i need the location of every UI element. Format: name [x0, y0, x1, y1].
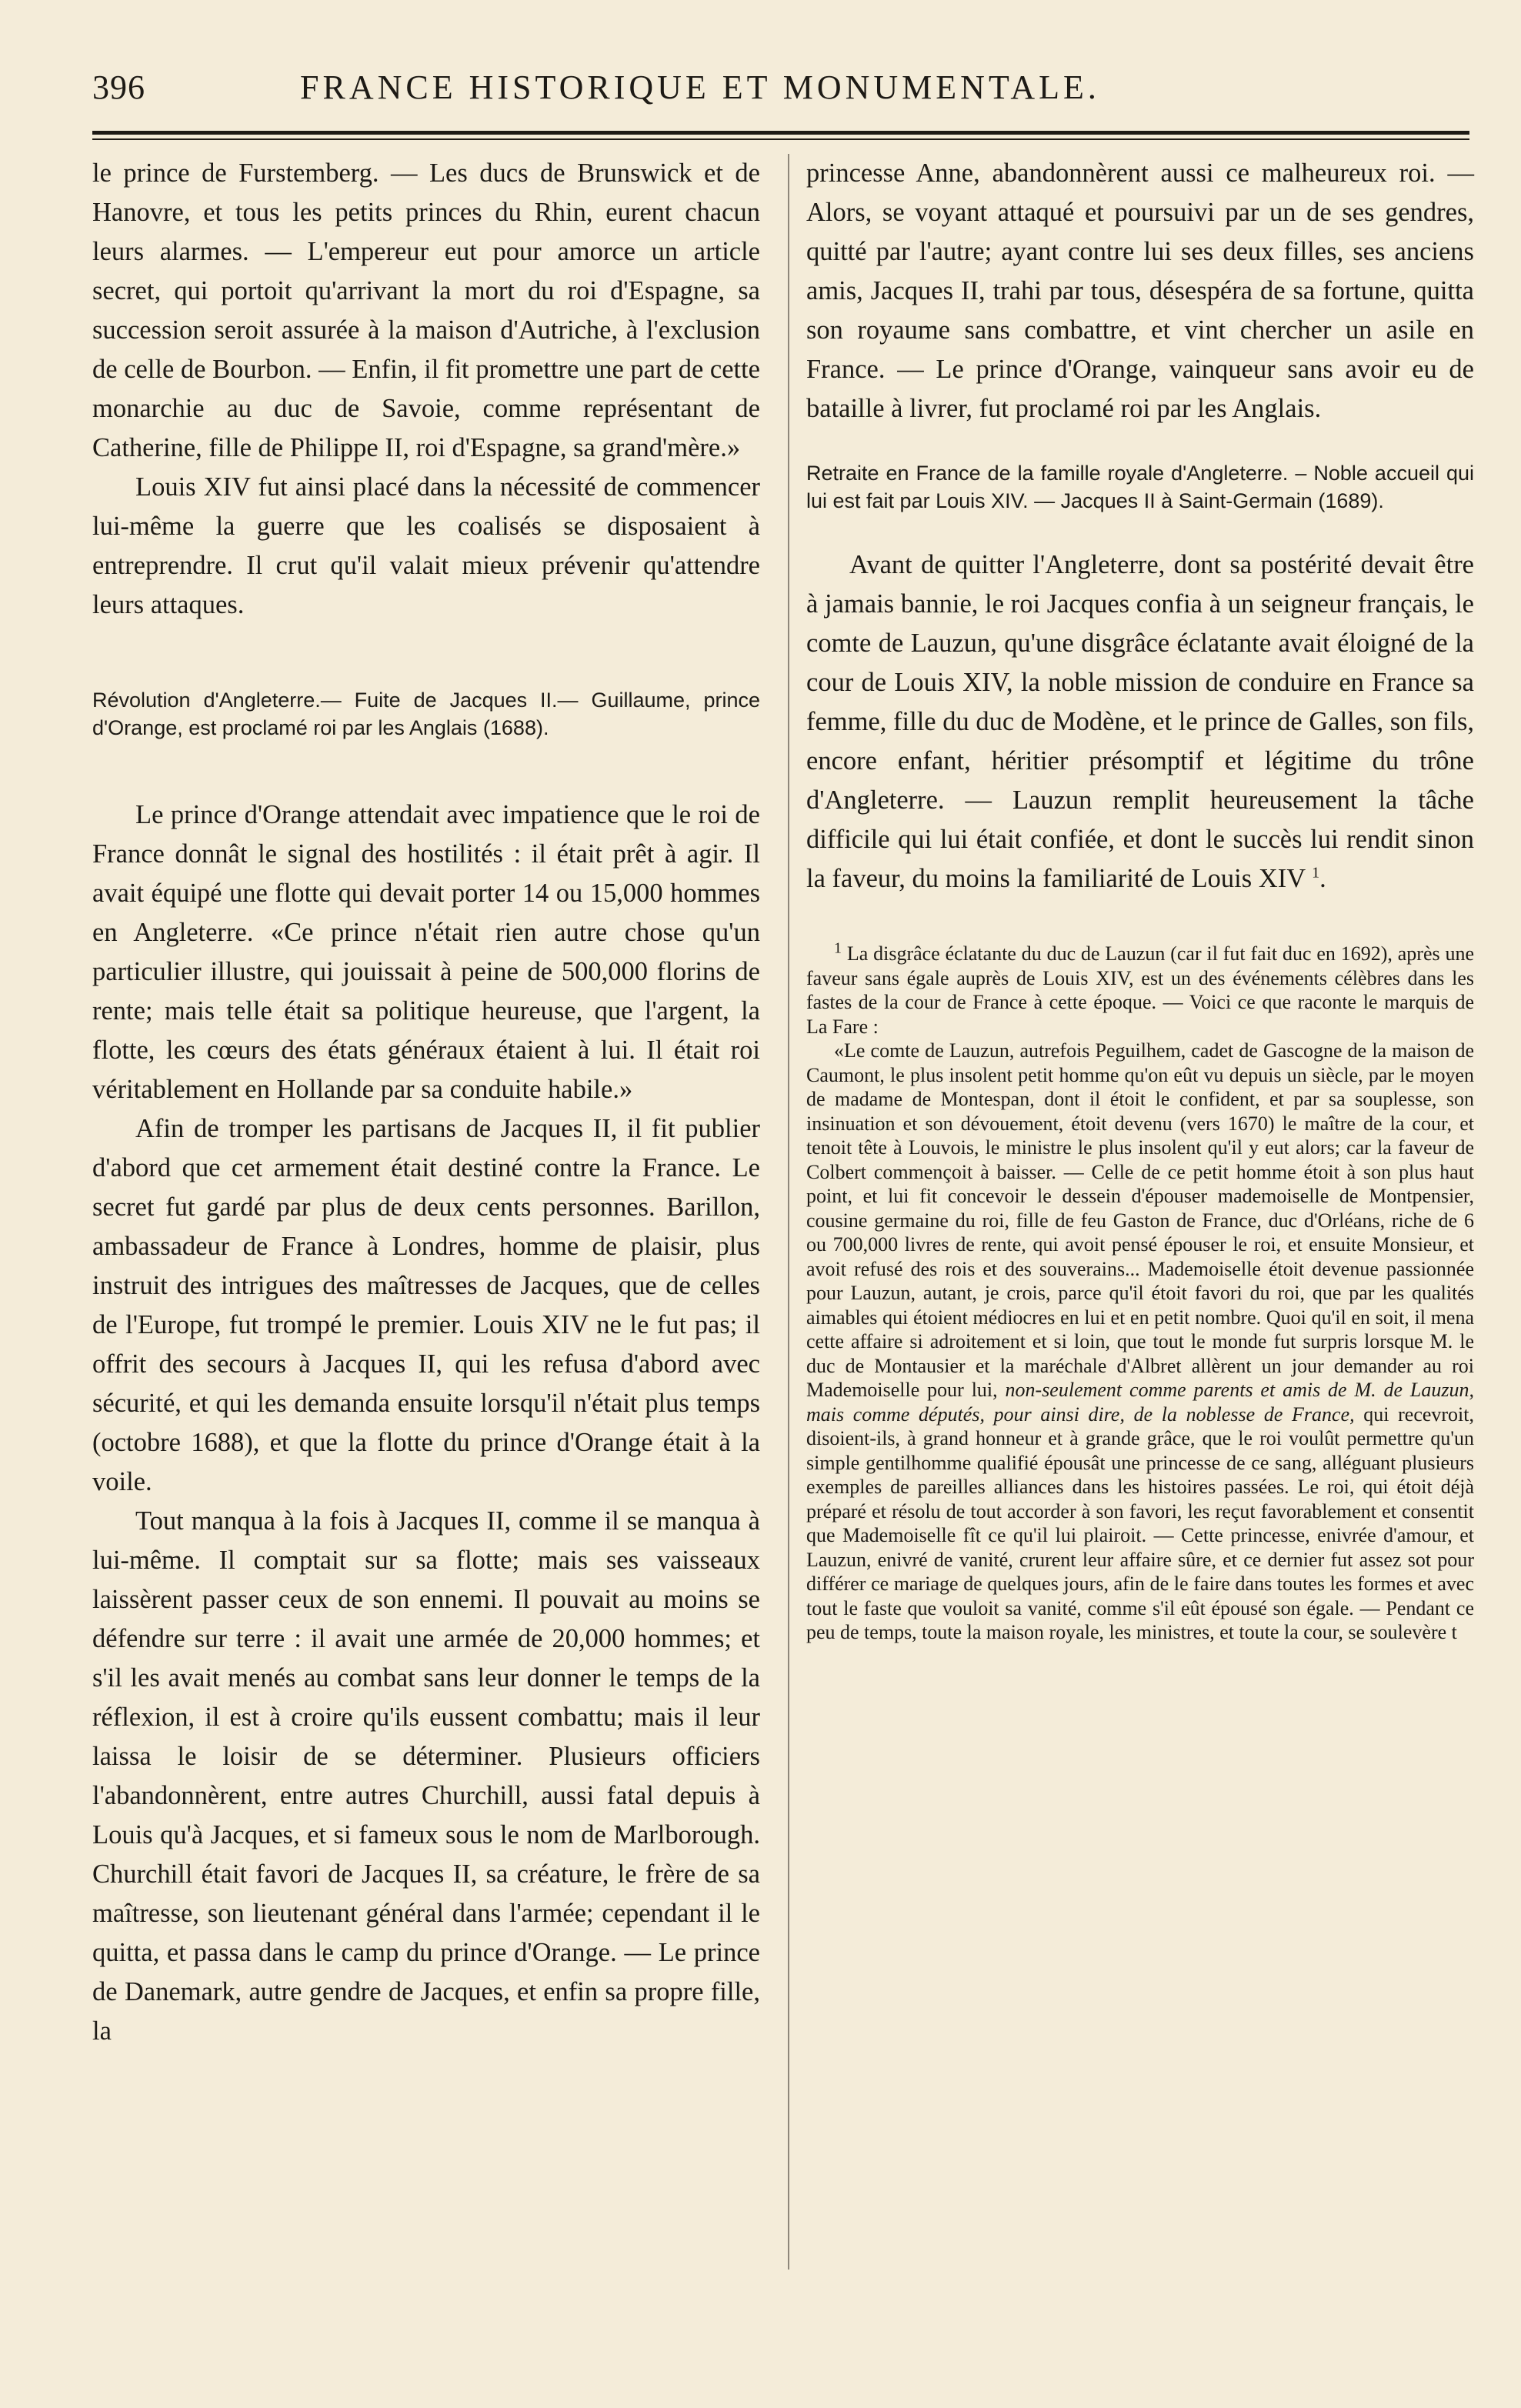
header-rule-thin — [92, 138, 1469, 140]
footnote-quote — [806, 1039, 1474, 1645]
paragraph: princesse Anne, abandonnèrent aussi ce malheureux roi. —Alors, se voyant attaqué et poursuivi par un de ses gendres, quitté par l'autre; ayant contre lui ses deux filles, ses anciens amis, Jacques II, trahi par tous, désespéra de sa fortune, quitta son royaume sans combattre, et vint chercher un asile en France. — Le prince d'Orange, vainqueur sans avoir eu de bataille à livrer, fut proclamé roi par les Anglais. — [806, 158, 1474, 423]
page-header — [92, 68, 1469, 114]
paragraph: Louis XIV fut ainsi placé dans la nécessité de commencer lui-même la guerre que les coalisés se disposaient à entreprendre. Il crut qu'il valait mieux prévenir qu'attendre leurs attaques. — [92, 472, 760, 619]
header-rule-thick — [92, 131, 1469, 135]
footnote-number: 1 — [834, 939, 842, 957]
running-title: FRANCE HISTORIQUE ET MONUMENTALE. — [300, 68, 1100, 106]
paragraph: Le prince d'Orange attendait avec impatience que le roi de France donnât le signal des hostilités : il était prêt à agir. Il avait équipé une flotte qui devait porter 14 ou 15,000 hommes en Angleterre. «Ce prince n'était rien autre chose qu'un particulier illustre, qui jouissait à peine de 500,000 florins de rente; mais telle était sa politique heureuse, que l'argent, la flotte, les cœurs des états généraux étaient à lui. Il était roi véritablement en Hollande par sa conduite habile.» — [92, 800, 760, 1104]
paragraph: Tout manqua à la fois à Jacques II, comme il se manqua à lui-même. Il comptait sur sa flotte; mais ses vaisseaux laissèrent passer ceux de son ennemi. Il pouvait au moins se défendre sur terre : il avait une armée de 20,000 hommes; et s'il les avait menés au combat sans leur donner le temps de la réflexion, il est à croire qu'ils eussent combattu; mais il leur laissa le loisir de se déterminer. Plusieurs officiers l'abandonnèrent, entre autres Churchill, aussi fatal depuis à Louis qu'à Jacques, et si fameux sous le nom de Marlborough. Churchill était favori de Jacques II, sa créature, le frère de sa maîtresse, son lieutenant général dans l'armée; cependant il le quitta, et passa dans le camp du prince d'Orange. — Le prince de Danemark, autre gendre de Jacques, et enfin sa propre fille, la — [92, 1506, 760, 2046]
footnote — [806, 939, 1475, 1039]
footnote-quote-text: qui recevroit, disoient-ils, à grand honneur et à grande grâce, que le roi voulût permettre qu'un simple gentilhomme qualifié épousât une princesse de ce sang, alléguant plusieurs exemples de pareilles alliances dans les histoires passées. Le roi, qui étoit déjà préparé et résolu de tout accorder à son favori, les reçut favorablement et consentit que Mademoiselle fît ce qu'il lui plairoit. — Cette princesse, enivrée d'amour, et Lauzun, enivré de vanité, crurent leur affaire sûre, et ce dernier fut assez sot pour différer ce mariage de quelques jours, afin de le faire dans toutes les formes et avec tout le faste que vouloit sa vanité, comme s'il eût épousé son égale. — Pendant ce peu de temps, toute la maison royale, les ministres, et toute la cour, se soulevère t — [806, 1402, 1474, 1643]
footnote-text: La disgrâce éclatante du duc de Lauzun (car il fut fait duc en 1692), après une faveur sans égale auprès de Louis XIV, est un des événements célèbres dans les fastes de la cour de France à cette époque. — Voici ce que raconte le marquis de La Fare : — [806, 942, 1475, 1038]
page-number: 396 — [92, 68, 145, 106]
footnote-quote-italic: non-seulement comme parents et amis de M. de Lauzun, mais comme députés, pour ainsi dire, de la noblesse de France, — [806, 1379, 1474, 1426]
paragraph-text: Avant de quitter l'Angleterre, dont sa postérité devait être à jamais bannie, le roi Jacques confia à un seigneur français, le comte de Lauzun, qu'une disgrâce éclatante avait éloigné de la cour de Louis XIV, la noble mission de conduire en France sa femme, fille du duc de Modène, et le prince de Galles, son fils, encore enfant, héritier présomptif et légitime du trône d'Angleterre. — Lauzun remplit heureusement la tâche difficile qui lui était confiée, et dont le succès lui rendit sinon la faveur, du moins la familiarité de Louis XIV — [806, 550, 1474, 893]
footnote-reference: 1 — [1312, 864, 1320, 882]
column-divider — [788, 154, 789, 2270]
paragraph: Avant de quitter l'Angleterre, dont sa postérité devait être à jamais bannie, le roi Jacques confia à un seigneur français, le comte de Lauzun, qu'une disgrâce éclatante avait éloigné de la cour de Louis XIV, la noble mission de conduire en France sa femme, fille du duc de Modène, et le prince de Galles, son fils, encore enfant, héritier présomptif et légitime du trône d'Angleterre. — Lauzun remplit heureusement la tâche difficile qui lui était confiée, et dont le succès lui rendit sinon la faveur, du moins la familiarité de Louis XIV $^1$. — [806, 550, 1474, 893]
paragraph: Afin de tromper les partisans de Jacques II, il fit publier d'abord que cet armement était destiné contre la France. Le secret fut gardé par plus de deux cents personnes. Barillon, ambassadeur de France à Londres, homme de plaisir, plus instruit des intrigues des maîtresses de Jacques, que de celles de l'Europe, fut trompé le premier. Louis XIV ne le fut pas; il offrit des secours à Jacques II, qui les refusa d'abord avec sécurité, et qui les demanda ensuite lorsqu'il n'était plus temps (octobre 1688), et que la flotte du prince d'Orange était à la voile. — [92, 1114, 760, 1496]
footnote-quote-text: «Le comte de Lauzun, autrefois Peguilhem, cadet de Gascogne de la maison de Caumont, le plus insolent petit homme qu'on eût vu depuis un siècle, par le moyen de madame de Montespan, dont il étoit le confident, et par sa souplesse, son insinuation et son dévouement, étoit devenu (vers 1670) le maître de la cour, et tenoit tête à Louvois, le ministre le plus insolent qu'il y eut alors; car la faveur de Colbert commençoit à baisser. — Celle de ce petit homme étoit à son plus haut point, et lui fit concevoir le dessein d'épouser mademoiselle de Montpensier, cousine germaine du roi, fille de feu Gaston de France, duc d'Orléans, riche de 6 ou 700,000 livres de rente, qui avoit pensé épouser le roi, et ensuite Monsieur, et avoit refusé des rois et des souverains... Mademoiselle étoit devenue passionnée pour Lauzun, autant, je crois, parce qu'il étoit favori du roi, que par les qualités aimables qui étoient médiocres en lui et en petit nombre. Quoi qu'il en soit, il mena cette affaire si adroitement et si loin, que tout le monde fut surpris lorsque M. le duc de Montausier et la maréchale d'Albret allèrent un jour demander au roi Mademoiselle pour lui, — [806, 1039, 1474, 1401]
section-heading: Révolution d'Angleterre.— Fuite de Jacques II.— Guillaume, prince d'Orange, est proclamé roi par les Anglais (1688). — [92, 689, 760, 739]
section-heading: Retraite en France de la famille royale d'Angleterre. – Noble accueil qui lui est fait par Louis XIV. — Jacques II à Saint-Germain (1689). — [806, 462, 1474, 512]
left-column — [92, 154, 760, 2051]
paragraph: le prince de Furstemberg. — Les ducs de Brunswick et de Hanovre, et tous les petits princes du Rhin, eurent chacun leurs alarmes. — L'empereur eut pour amorce un article secret, qui portoit qu'arrivant la mort du roi d'Espagne, sa succession seroit assurée à la maison d'Autriche, à l'exclusion de celle de Bourbon. — Enfin, il fit promettre une part de cette monarchie au duc de Savoie, comme représentant de Catherine, fille de Philippe II, roi d'Espagne, sa grand'mère.» — [92, 158, 760, 462]
right-column — [806, 154, 1474, 1645]
